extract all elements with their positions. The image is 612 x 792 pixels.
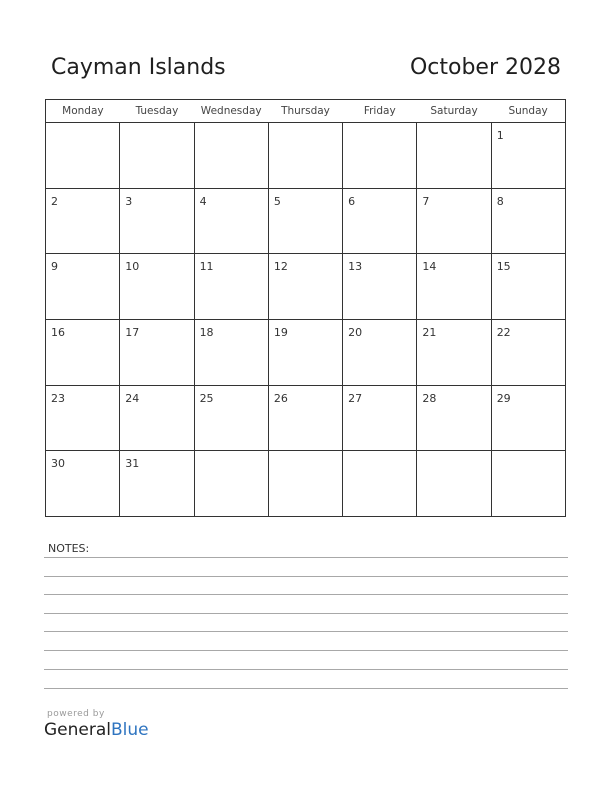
notes-line (44, 650, 568, 651)
day-cell: 20 (343, 319, 417, 385)
day-cell (491, 451, 565, 517)
calendar-week-row (46, 319, 566, 385)
notes-line (44, 594, 568, 595)
notes-line (44, 576, 568, 577)
notes-line (44, 631, 568, 632)
day-cell: 18 (194, 319, 268, 385)
day-cell: 4 (194, 188, 268, 254)
weekday-header: Monday (46, 100, 120, 123)
calendar-week-row (46, 451, 566, 517)
brand-general: General (44, 720, 111, 740)
day-cell: 19 (268, 319, 342, 385)
day-cell: 22 (491, 319, 565, 385)
day-cell (268, 451, 342, 517)
day-cell (417, 123, 491, 189)
day-cell: 8 (491, 188, 565, 254)
day-cell (343, 123, 417, 189)
powered-by-text: powered by (47, 709, 105, 719)
calendar-week-row (46, 123, 566, 189)
day-cell: 30 (46, 451, 120, 517)
month-year-title: October 2028 (409, 55, 561, 80)
notes-line (44, 557, 568, 558)
calendar-week-row (46, 385, 566, 451)
day-cell (120, 123, 194, 189)
weekday-header: Friday (343, 100, 417, 123)
day-cell: 31 (120, 451, 194, 517)
day-cell: 23 (46, 385, 120, 451)
weekday-header: Wednesday (194, 100, 268, 123)
day-cell: 16 (46, 319, 120, 385)
day-cell: 11 (194, 254, 268, 320)
weekday-header: Thursday (268, 100, 342, 123)
day-cell (46, 123, 120, 189)
day-cell: 24 (120, 385, 194, 451)
day-cell: 10 (120, 254, 194, 320)
weekday-header: Saturday (417, 100, 491, 123)
calendar-week-row (46, 188, 566, 254)
weekday-header: Tuesday (120, 100, 194, 123)
day-cell: 12 (268, 254, 342, 320)
day-cell: 3 (120, 188, 194, 254)
day-cell: 6 (343, 188, 417, 254)
day-cell: 2 (46, 188, 120, 254)
day-cell (194, 451, 268, 517)
weekday-header: Sunday (491, 100, 565, 123)
brand-logo (44, 720, 149, 740)
day-cell (343, 451, 417, 517)
calendar-grid (45, 99, 566, 517)
day-cell: 28 (417, 385, 491, 451)
notes-line (44, 613, 568, 614)
day-cell (268, 123, 342, 189)
country-title: Cayman Islands (51, 55, 226, 80)
notes-line (44, 669, 568, 670)
day-cell: 14 (417, 254, 491, 320)
day-cell: 13 (343, 254, 417, 320)
day-cell: 9 (46, 254, 120, 320)
day-cell: 26 (268, 385, 342, 451)
day-cell: 1 (491, 123, 565, 189)
day-cell (194, 123, 268, 189)
day-cell: 7 (417, 188, 491, 254)
day-cell: 27 (343, 385, 417, 451)
day-cell: 5 (268, 188, 342, 254)
calendar-week-row (46, 254, 566, 320)
day-cell: 25 (194, 385, 268, 451)
day-cell: 21 (417, 319, 491, 385)
brand-blue: Blue (111, 720, 149, 740)
notes-line (44, 688, 568, 689)
day-cell: 17 (120, 319, 194, 385)
weekday-header-row (46, 100, 566, 123)
day-cell: 15 (491, 254, 565, 320)
day-cell (417, 451, 491, 517)
day-cell: 29 (491, 385, 565, 451)
notes-label: NOTES: (48, 542, 90, 555)
